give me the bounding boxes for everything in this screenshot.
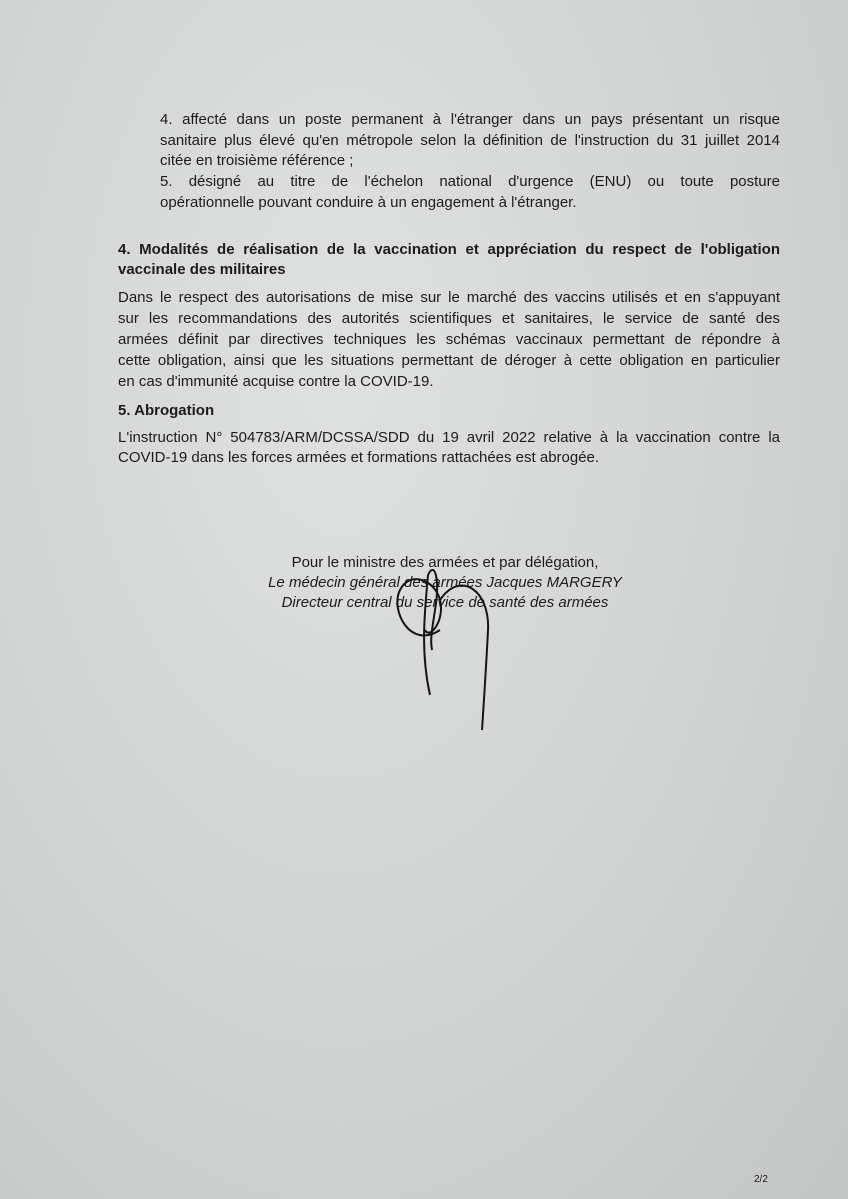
- text-line: cette obligation, ainsi que les situations permettant de déroger à cette obligation en particulier: [118, 352, 780, 369]
- text-line: opérationnelle pouvant conduire à un engagement à l'étranger.: [160, 194, 577, 211]
- text-line: armées définit par directives techniques les schémas vaccinaux permettant de répondre à: [118, 331, 780, 348]
- page-number: 2/2: [754, 1174, 768, 1185]
- text-line: en cas d'immunité acquise contre la COVID-19.: [118, 373, 434, 390]
- text-line: Dans le respect des autorisations de mise sur le marché des vaccins utilisés et en s'appuyant: [118, 289, 780, 306]
- text-line: sur les recommandations des autorités scientifiques et sanitaires, le service de santé des: [118, 310, 780, 327]
- text-line: L'instruction N° 504783/ARM/DCSSA/SDD du 19 avril 2022 relative à la vaccination contre la: [118, 429, 780, 446]
- text-line: COVID-19 dans les forces armées et formations rattachées est abrogée.: [118, 449, 600, 466]
- text-line: 5. désigné au titre de l'échelon national d'urgence (ENU) ou toute posture: [160, 173, 780, 190]
- handwritten-signature: [380, 550, 500, 740]
- section-heading: vaccinale des militaires: [118, 261, 286, 278]
- text-line: sanitaire plus élevé qu'en métropole selon la définition de l'instruction du 31 juillet 2014: [160, 132, 780, 149]
- signatory-name: Le médecin général des armées Jacques MARGERY: [268, 574, 622, 591]
- text-line: citée en troisième référence ;: [160, 152, 354, 169]
- signatory-title: Directeur central du service de santé des armées: [281, 594, 609, 611]
- text-line: 4. affecté dans un poste permanent à l'étranger dans un pays présentant un risque: [160, 111, 780, 128]
- section-heading: 5. Abrogation: [118, 402, 215, 419]
- signatory-delegation: Pour le ministre des armées et par délégation,: [291, 554, 599, 571]
- section-heading: 4. Modalités de réalisation de la vaccination et appréciation du respect de l'obligation: [118, 241, 780, 258]
